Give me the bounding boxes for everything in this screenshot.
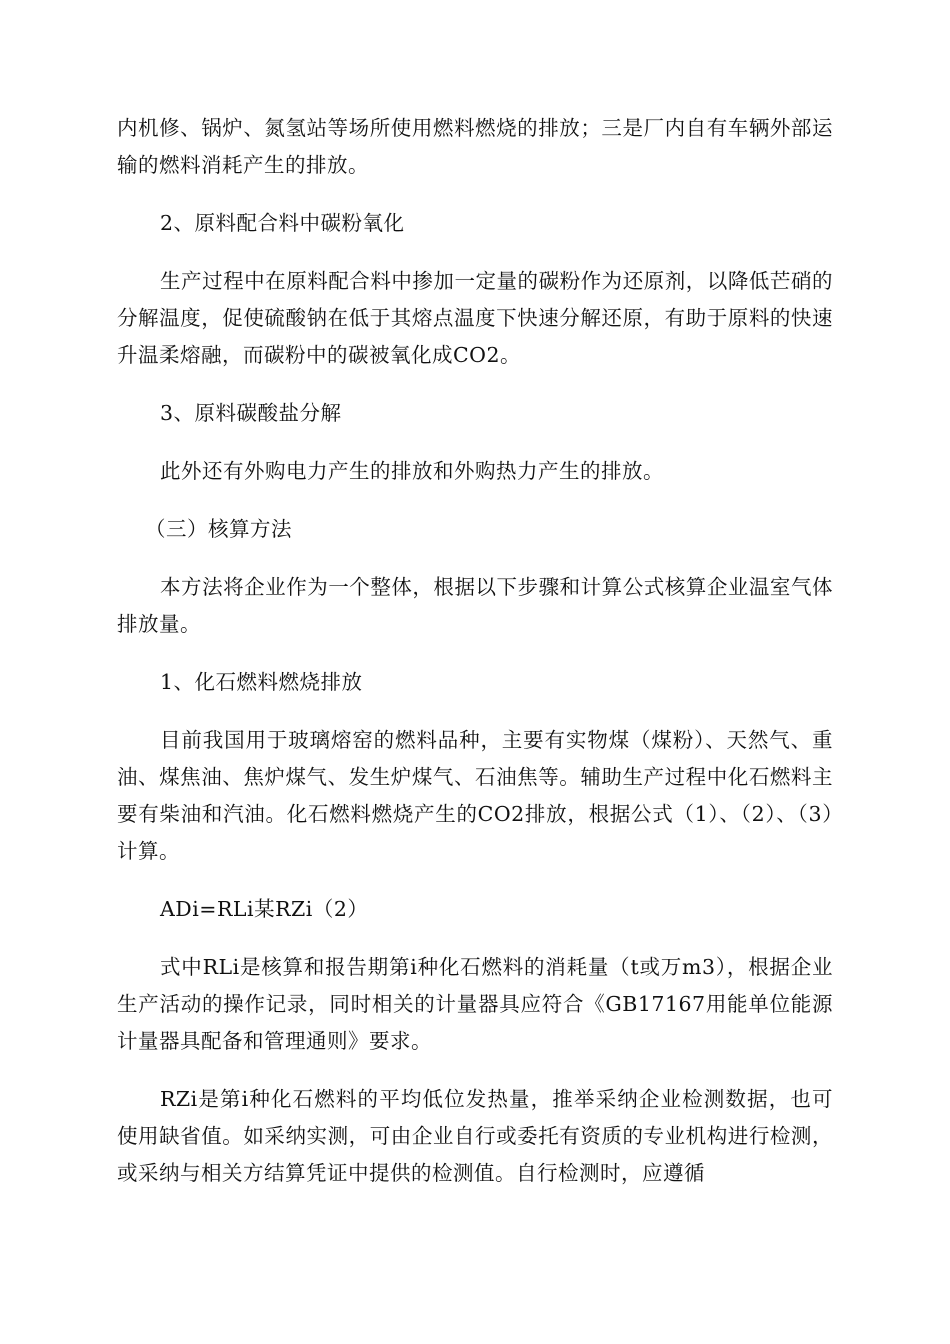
heading-carbonate-decomposition: 3、原料碳酸盐分解 <box>160 401 342 425</box>
document-body <box>117 110 833 1213</box>
heading-carbon-powder-oxidation: 2、原料配合料中碳粉氧化 <box>160 211 405 235</box>
paragraph-carbon-powder: 生产过程中在原料配合料中掺加一定量的碳粉作为还原剂，以降低芒硝的分解温度，促使硫酸钠在低于其熔点温度下快速分解还原，有助于原料的快速升温柔熔融，而碳粉中的碳被氧化成CO2。 <box>117 269 833 367</box>
paragraph-rli-definition: 式中RLi是核算和报告期第i种化石燃料的消耗量（t或万m3），根据企业生产活动的操作记录，同时相关的计量器具应符合《GB17167用能单位能源计量器具配备和管理通则》要求。 <box>117 955 833 1053</box>
paragraph-purchased-energy: 此外还有外购电力产生的排放和外购热力产生的排放。 <box>160 459 664 483</box>
heading-fossil-fuel-combustion: 1、化石燃料燃烧排放 <box>160 670 363 694</box>
paragraph-method-overview: 本方法将企业作为一个整体，根据以下步骤和计算公式核算企业温室气体排放量。 <box>117 575 833 636</box>
paragraph-continuation: 内机修、锅炉、氮氢站等场所使用燃料燃烧的排放；三是厂内自有车辆外部运输的燃料消耗产生的排放。 <box>117 116 833 177</box>
paragraph-rzi-definition: RZi是第i种化石燃料的平均低位发热量，推举采纳企业检测数据，也可使用缺省值。如采纳实测，可由企业自行或委托有资质的专业机构进行检测，或采纳与相关方结算凭证中提供的检测值。自行检测时，应遵循 <box>117 1087 833 1185</box>
paragraph-fuel-types: 目前我国用于玻璃熔窑的燃料品种，主要有实物煤（煤粉）、天然气、重油、煤焦油、焦炉煤气、发生炉煤气、石油焦等。辅助生产过程中化石燃料主要有柴油和汽油。化石燃料燃烧产生的CO2排放，根据公式（1）、（2）、（3）计算。 <box>117 728 833 863</box>
heading-accounting-method: （三）核算方法 <box>145 517 292 541</box>
formula-line: ADi=RLi某RZi（2） <box>160 897 369 921</box>
